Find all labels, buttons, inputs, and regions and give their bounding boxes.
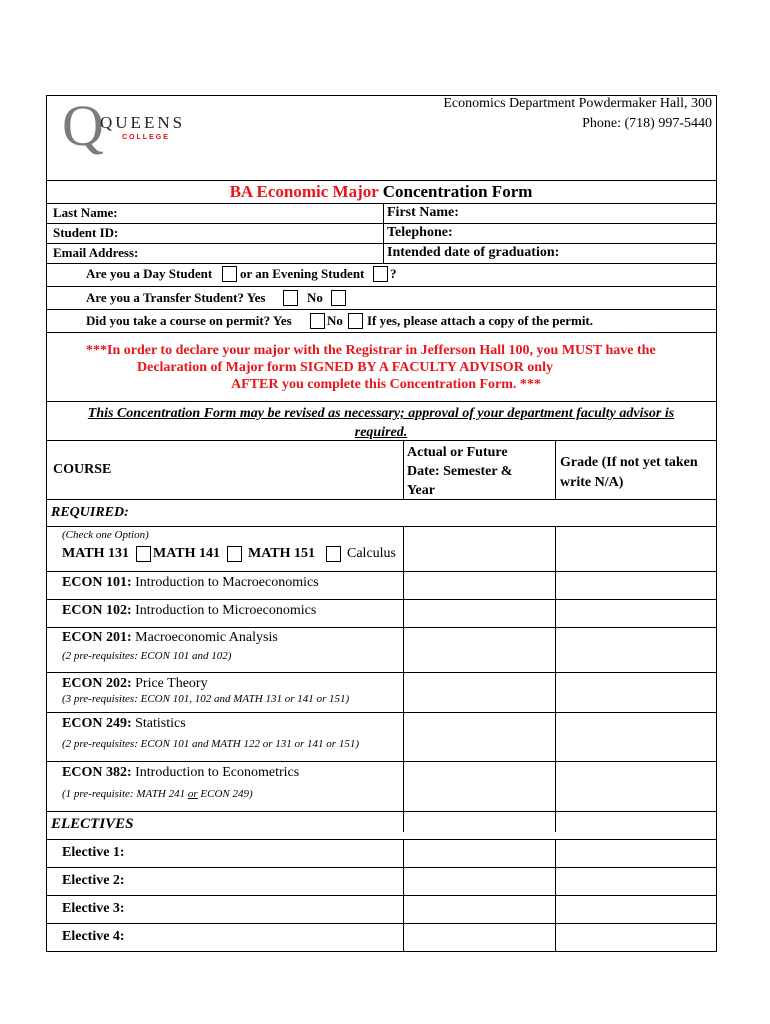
econ249-name: Statistics [131, 716, 186, 731]
row-divider [46, 923, 716, 924]
row-divider [46, 286, 716, 287]
row-divider [46, 440, 716, 441]
row-divider [46, 571, 716, 572]
row-divider [46, 263, 716, 264]
first-name-label: First Name: [387, 205, 459, 220]
queens-college-logo [62, 93, 202, 158]
grade-header-line1: Grade (If not yet taken [560, 455, 698, 470]
econ201-course [62, 630, 278, 646]
econ202-name: Price Theory [131, 676, 208, 691]
logo-sub: COLLEGE [122, 134, 170, 141]
econ382-code: ECON 382: [62, 765, 132, 780]
econ201-prereq: (2 pre-requisites: ECON 101 and 102) [62, 650, 232, 662]
last-name-label: Last Name: [53, 205, 118, 220]
row-divider [46, 867, 716, 868]
math141-checkbox[interactable] [227, 546, 242, 562]
econ202-code: ECON 202: [62, 676, 132, 691]
form-title [46, 182, 716, 202]
grade-column-header [560, 453, 698, 493]
econ382-course [62, 765, 299, 781]
col-divider-2 [555, 440, 556, 499]
econ102-name: Introduction to Microeconomics [131, 603, 317, 618]
row-divider [46, 627, 716, 628]
econ382-name: Introduction to Econometrics [131, 765, 300, 780]
registrar-notice-line1: ***In order to declare your major with the Registrar in Jefferson Hall 100, you MUST have the [86, 343, 656, 358]
row-divider [46, 599, 716, 600]
math151-label: MATH 151 [248, 546, 316, 561]
revision-notice-line2: required. [354, 425, 408, 440]
econ382-prereq-post: ECON 249) [197, 788, 253, 800]
registrar-notice-line3: AFTER you complete this Concentration Form. *** [231, 377, 541, 392]
question-mark: ? [390, 266, 397, 281]
econ249-code: ECON 249: [62, 716, 132, 731]
math151-checkbox[interactable] [326, 546, 341, 562]
transfer-no-checkbox[interactable] [331, 290, 346, 306]
elective-4-label: Elective 4: [62, 929, 125, 944]
grade-header-line2: write N/A) [560, 475, 624, 490]
student-id-label: Student ID: [53, 225, 119, 240]
permit-no-checkbox[interactable] [348, 313, 363, 329]
elective-3-label: Elective 3: [62, 901, 125, 916]
row-divider [46, 332, 716, 333]
revision-notice-line1: This Concentration Form may be revised as necessary; approval of your department faculty advisor is [87, 406, 675, 421]
col-divider-1 [403, 440, 404, 499]
header-divider [46, 180, 716, 181]
econ102-course [62, 603, 316, 619]
econ202-course [62, 676, 208, 692]
evening-student-checkbox[interactable] [373, 266, 388, 282]
telephone-label: Telephone: [387, 225, 453, 240]
form-title-red: BA Economic Major [229, 182, 379, 201]
row-divider [46, 761, 716, 762]
row-divider [46, 895, 716, 896]
permit-yes-checkbox[interactable] [310, 313, 325, 329]
frame-right [716, 95, 717, 952]
econ201-code: ECON 201: [62, 630, 132, 645]
row-divider [46, 203, 716, 204]
logo-name: QUEENS [100, 113, 186, 132]
math131-checkbox[interactable] [136, 546, 151, 562]
row-divider [46, 401, 716, 402]
row-divider [46, 839, 716, 840]
date-header-line1: Actual or Future [407, 445, 508, 460]
econ202-prereq: (3 pre-requisites: ECON 101, 102 and MATH 131 or 141 or 151) [62, 693, 350, 705]
row-divider [46, 243, 716, 244]
calculus-label: Calculus [347, 546, 396, 561]
econ201-name: Macroeconomic Analysis [131, 630, 278, 645]
frame-bottom [46, 951, 716, 952]
row-divider [46, 526, 716, 527]
graduation-date-label: Intended date of graduation: [387, 245, 560, 260]
econ382-prereq-pre: (1 pre-requisite: MATH 241 [62, 788, 188, 800]
row-divider [46, 309, 716, 310]
revision-notice [46, 404, 716, 442]
permit-no-label: No [327, 313, 343, 328]
department-phone: Phone: (718) 997-5440 [582, 116, 712, 131]
math131-label: MATH 131 [62, 546, 130, 561]
row-divider [46, 499, 716, 500]
electives-heading: ELECTIVES [51, 816, 134, 832]
econ101-course [62, 575, 319, 591]
date-header-line3: Year [407, 483, 435, 498]
logo-letter: Q [62, 93, 104, 158]
econ101-code: ECON 101: [62, 575, 132, 590]
math141-label: MATH 141 [153, 546, 221, 561]
check-one-note: (Check one Option) [62, 529, 149, 541]
elective-2-label: Elective 2: [62, 873, 125, 888]
econ249-prereq: (2 pre-requisites: ECON 101 and MATH 122 or 131 or 141 or 151) [62, 738, 359, 750]
transfer-no-label: No [307, 290, 323, 305]
course-column-header: COURSE [53, 462, 112, 477]
elective-1-label: Elective 1: [62, 845, 125, 860]
row-divider [46, 223, 716, 224]
permit-question: Did you take a course on permit? Yes [86, 313, 292, 328]
evening-student-label: or an Evening Student [240, 266, 365, 281]
date-column-header [407, 443, 512, 500]
registrar-notice-line2: Declaration of Major form SIGNED BY A FACULTY ADVISOR only [137, 360, 553, 375]
transfer-question: Are you a Transfer Student? Yes [86, 290, 266, 305]
econ102-code: ECON 102: [62, 603, 132, 618]
info-col-divider [383, 203, 384, 263]
department-address: Economics Department Powdermaker Hall, 300 [443, 96, 712, 111]
row-divider [46, 811, 716, 812]
date-header-line2: Date: Semester & [407, 464, 513, 479]
econ382-prereq [62, 788, 253, 800]
day-student-question: Are you a Day Student [86, 266, 213, 281]
econ382-prereq-or: or [187, 788, 198, 800]
econ249-course [62, 716, 186, 732]
econ101-name: Introduction to Macroeconomics [131, 575, 319, 590]
transfer-yes-checkbox[interactable] [283, 290, 298, 306]
row-divider [46, 712, 716, 713]
day-student-checkbox[interactable] [222, 266, 237, 282]
form-title-black: Concentration Form [382, 182, 533, 201]
permit-note: If yes, please attach a copy of the permit. [367, 313, 594, 328]
row-divider [46, 672, 716, 673]
required-heading: REQUIRED: [51, 505, 129, 520]
email-label: Email Address: [53, 245, 139, 260]
